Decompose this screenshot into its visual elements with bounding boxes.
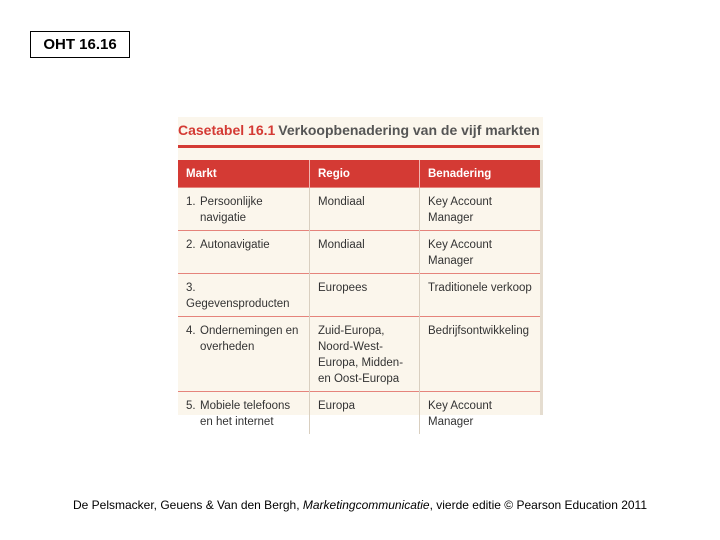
cell-markt-line: Mobiele telefoons (200, 400, 291, 412)
cell-regio (310, 188, 420, 231)
cell-benadering (420, 274, 541, 317)
cell-regio-line: Europa (318, 400, 356, 412)
table-row (178, 317, 540, 392)
header-regio: Regio (310, 160, 420, 188)
footer-citation (0, 498, 720, 512)
row-number: 1. (186, 196, 196, 208)
cell-markt-line: Persoonlijke (200, 196, 263, 208)
cell-markt-line: Autonavigatie (200, 239, 270, 251)
table-row (178, 392, 540, 435)
cell-benadering-line: Manager (428, 212, 474, 224)
header-markt: Markt (178, 160, 310, 188)
row-number: 2. (186, 239, 196, 251)
case-table (178, 160, 540, 434)
cell-regio (310, 317, 420, 392)
footer-edition: , vierde editie © Pearson Education 2011 (429, 498, 648, 512)
cell-benadering (420, 392, 541, 435)
cell-markt (178, 392, 310, 435)
cell-markt-line: navigatie (200, 212, 247, 224)
cell-benadering-line: Key Account (428, 239, 492, 251)
cell-markt (178, 317, 310, 392)
cell-markt-line: Ondernemingen en (200, 325, 299, 337)
table-row (178, 188, 540, 231)
table-row (178, 231, 540, 274)
title-rule (178, 145, 540, 148)
table-row (178, 274, 540, 317)
row-number: 5. (186, 400, 196, 412)
cell-benadering-line: Manager (428, 255, 474, 267)
cell-benadering-line: Manager (428, 416, 474, 428)
cell-regio-line: Zuid-Europa, (318, 325, 385, 337)
case-table-image (178, 117, 543, 428)
cell-benadering-line: Key Account (428, 400, 492, 412)
footer-authors: De Pelsmacker, Geuens & Van den Bergh, (72, 498, 303, 512)
cell-markt-line: Gegevensproducten (186, 298, 290, 310)
cell-regio-line: en Oost-Europa (318, 373, 400, 385)
cell-markt (178, 231, 310, 274)
table-header-row (178, 160, 540, 188)
cell-markt (178, 274, 310, 317)
case-table-heading: Verkoopbenadering van de vijf markten (278, 122, 540, 138)
cell-regio-line: Mondiaal (318, 239, 365, 251)
cell-markt-line: overheden (200, 341, 255, 353)
cell-benadering (420, 231, 541, 274)
case-table-label: Casetabel 16.1 (178, 122, 276, 138)
cell-markt-line: en het internet (200, 416, 274, 428)
cell-regio (310, 231, 420, 274)
table-edge (540, 160, 543, 415)
cell-regio-line: Europees (318, 282, 368, 294)
cell-benadering-line: Traditionele verkoop (428, 282, 532, 294)
slide-label: OHT 16.16 (30, 31, 130, 58)
cell-regio-line: Europa, Midden- (318, 357, 404, 369)
footer-book-title: Marketingcommunicatie (302, 498, 430, 512)
cell-benadering (420, 317, 541, 392)
cell-regio (310, 392, 420, 435)
cell-regio-line: Mondiaal (318, 196, 365, 208)
row-number: 3. (186, 282, 196, 294)
cell-benadering-line: Key Account (428, 196, 492, 208)
header-benadering: Benadering (420, 160, 541, 188)
cell-benadering (420, 188, 541, 231)
cell-markt (178, 188, 310, 231)
cell-regio (310, 274, 420, 317)
cell-regio-line: Noord-West- (318, 341, 383, 353)
row-number: 4. (186, 325, 196, 337)
cell-benadering-line: Bedrijfsontwikkeling (428, 325, 529, 337)
case-table-title (178, 122, 540, 138)
